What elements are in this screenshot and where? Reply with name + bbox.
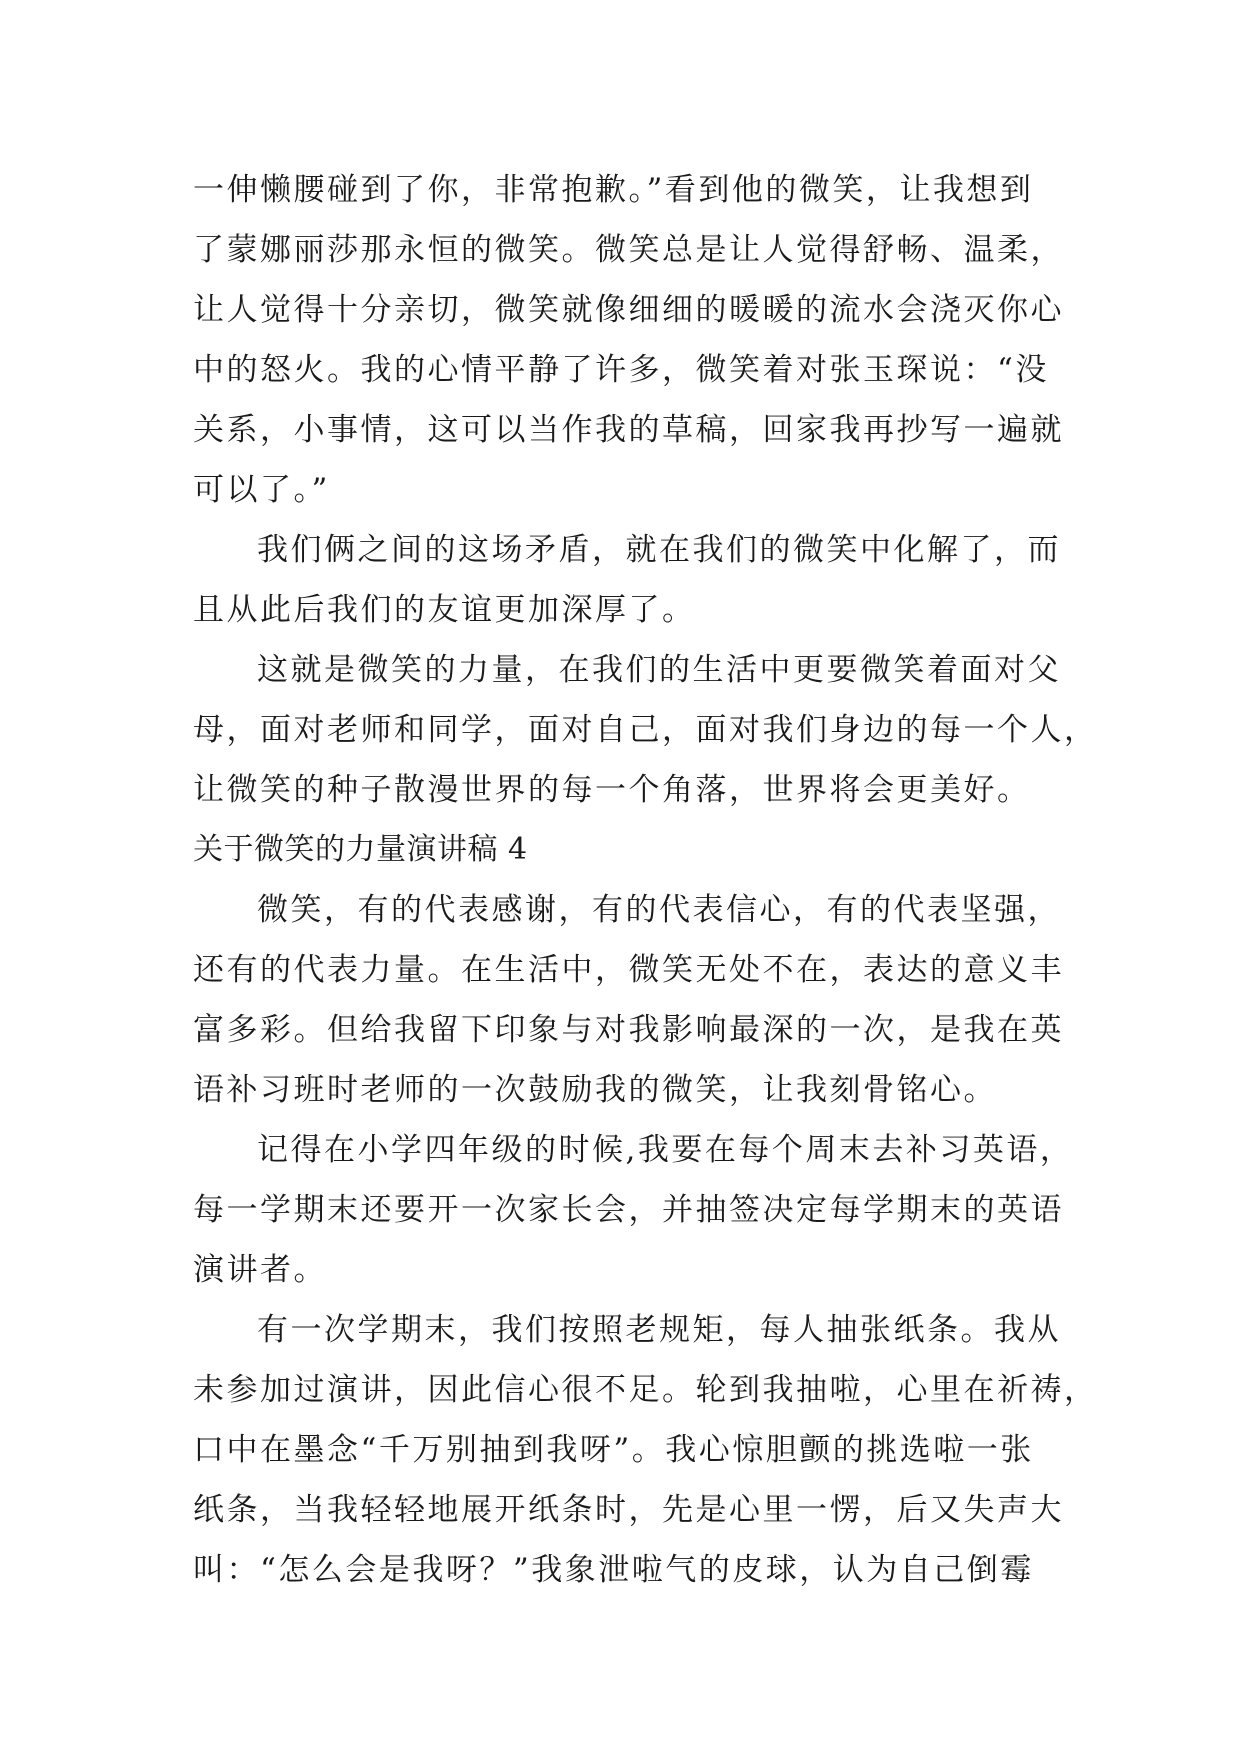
text-line: 一伸懒腰碰到了你，非常抱歉。”看到他的微笑，让我想到: [193, 172, 1034, 208]
text-line: 母，面对老师和同学，面对自己，面对我们身边的每一个人，: [193, 712, 1098, 748]
paragraph-first-line: 这就是微笑的力量，在我们的生活中更要微笑着面对父: [257, 652, 1061, 688]
text-line: 且从此后我们的友谊更加深厚了。: [193, 592, 696, 628]
section-heading: 关于微笑的力量演讲稿 4: [193, 832, 528, 867]
text-line: 语补习班时老师的一次鼓励我的微笑，让我刻骨铭心。: [193, 1072, 997, 1108]
text-line: 演讲者。: [193, 1252, 327, 1288]
text-line: 中的怒火。我的心情平静了许多，微笑着对张玉琛说：“没: [193, 352, 1049, 388]
text-line: 每一学期末还要开一次家长会，并抽签决定每学期末的英语: [193, 1192, 1064, 1228]
paragraph-first-line: 我们俩之间的这场矛盾，就在我们的微笑中化解了，而: [257, 532, 1061, 568]
text-line: 了蒙娜丽莎那永恒的微笑。微笑总是让人觉得舒畅、温柔，: [193, 232, 1064, 268]
paragraph-first-line: 微笑，有的代表感谢，有的代表信心，有的代表坚强，: [257, 892, 1061, 928]
document-body: [193, 160, 1098, 1600]
text-line: 还有的代表力量。在生活中，微笑无处不在，表达的意义丰: [193, 952, 1064, 988]
text-line: 可以了。”: [193, 472, 330, 508]
paragraph-first-line: 有一次学期末，我们按照老规矩，每人抽张纸条。我从: [257, 1312, 1061, 1348]
text-line: 关系，小事情，这可以当作我的草稿，回家我再抄写一遍就: [193, 412, 1064, 448]
paragraph-first-line: 记得在小学四年级的时候,我要在每个周末去补习英语，: [257, 1132, 1074, 1168]
text-line: 未参加过演讲，因此信心很不足。轮到我抽啦，心里在祈祷，: [193, 1372, 1098, 1408]
text-line: 叫：“怎么会是我呀？”我象泄啦气的皮球，认为自己倒霉: [193, 1552, 1034, 1588]
text-line: 纸条，当我轻轻地展开纸条时，先是心里一愣，后又失声大: [193, 1492, 1064, 1528]
text-line: 让人觉得十分亲切，微笑就像细细的暖暖的流水会浇灭你心: [193, 292, 1064, 328]
text-line: 富多彩。但给我留下印象与对我影响最深的一次，是我在英: [193, 1012, 1064, 1048]
text-line: 口中在墨念“千万别抽到我呀”。我心惊胆颤的挑选啦一张: [193, 1432, 1034, 1468]
text-line: 让微笑的种子散漫世界的每一个角落，世界将会更美好。: [193, 772, 1031, 808]
